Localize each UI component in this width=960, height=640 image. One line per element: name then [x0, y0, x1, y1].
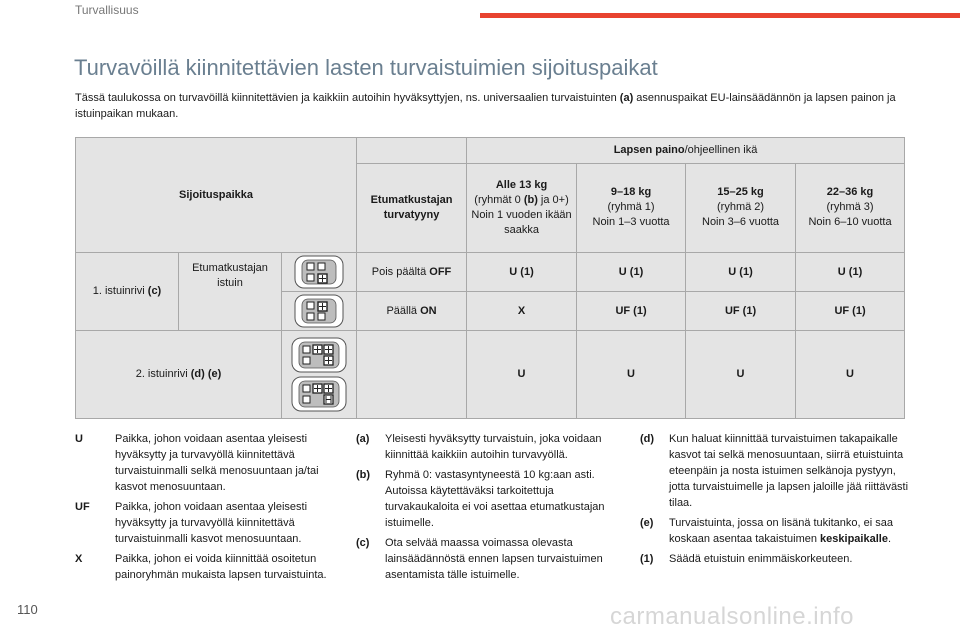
- group-header-0: Alle 13 kg (ryhmät 0 (b) ja 0+) Noin 1 vuoden ikään saakka: [467, 163, 577, 253]
- car-icon-rear-seats: [282, 331, 357, 419]
- car-icon-airbag-on: [282, 292, 357, 331]
- header-accent-bar: [480, 13, 960, 18]
- legend-item: (a) Yleisesti hyväksytty turvaistuin, joka voidaan kiinnittää kaikkiin autoihin turvavyöllä.: [356, 433, 602, 461]
- intro-ref: (a): [619, 92, 634, 104]
- legend-item: (1) Säädä etuistuin enimmäiskorkeuteen.: [640, 553, 853, 565]
- group-header-1: 9–18 kg (ryhmä 1) Noin 1–3 vuotta: [577, 163, 686, 253]
- cell-off-1: U (1): [577, 253, 686, 292]
- cell-row2-1: U: [577, 331, 686, 419]
- row1-seat-name: Etumatkustajan istuin: [179, 253, 282, 331]
- legend-item: (b) Ryhmä 0: vastasyntyneestä 10 kg:aan asti. Autoissa käytettäväksi tarkoitettuja turvakaukaloita ei voi asettaa etumatkustajan istuimelle.: [356, 469, 605, 529]
- cell-off-2: U (1): [686, 253, 796, 292]
- row2-blank-cell: [357, 331, 467, 419]
- cell-off-0: U (1): [467, 253, 577, 292]
- blank-header-cell: [357, 138, 467, 164]
- row2-label: 2. istuinrivi (d) (e): [76, 331, 282, 419]
- airbag-off-label: Pois päältä OFF: [357, 253, 467, 292]
- cell-row2-2: U: [686, 331, 796, 419]
- legend-item: X Paikka, johon ei voida kiinnittää osoitetun painoryhmän mukaista lapsen turvaistuinta.: [75, 553, 327, 581]
- cell-on-2: UF (1): [686, 292, 796, 331]
- legend-column-1: [75, 431, 345, 587]
- section-header: Turvallisuus: [75, 3, 139, 17]
- car-icon-airbag-off: [282, 253, 357, 292]
- legend-item: UF Paikka, johon voidaan asentaa yleisesti hyväksytty ja turvavyöllä kiinnitettävä turvaistuinmalli kasvot menosuuntaan.: [75, 501, 308, 545]
- position-header: Sijoituspaikka: [76, 138, 357, 253]
- cell-row2-0: U: [467, 331, 577, 419]
- cell-on-1: UF (1): [577, 292, 686, 331]
- intro-text-1: Tässä taulukossa on turvavöillä kiinnitettävien ja kaikkiin autoihin hyväksyttyjen, ns. universaalien turvaistuinten: [75, 92, 620, 104]
- legend-item: U Paikka, johon voidaan asentaa yleisesti hyväksytty ja turvavyöllä kiinnitettävä turvaistuinmalli selkä menosuuntaan ja/tai kasvot menosuuntaan.: [75, 433, 319, 493]
- intro-paragraph: [75, 90, 905, 122]
- legend-column-2: [356, 431, 626, 587]
- cell-row2-3: U: [796, 331, 905, 419]
- page-title: Turvavöillä kiinnitettävien lasten turvaistuimien sijoituspaikat: [74, 55, 658, 80]
- airbag-header: Etumatkustajan turvatyyny: [357, 163, 467, 253]
- cell-on-3: UF (1): [796, 292, 905, 331]
- cell-on-0: X: [467, 292, 577, 331]
- row1-label: 1. istuinrivi (c): [76, 253, 179, 331]
- legend-item: (d) Kun haluat kiinnittää turvaistuimen takapaikalle kasvot tai selkä menosuuntaan, siirrä etuistuinta eteenpäin ja nosta istuimen selkänoja pystyyn, jotta turvaistuimelle ja lapsen jaloille jää riittävästi tilaa.: [640, 433, 909, 509]
- weight-header: Lapsen paino/ohjeellinen ikä: [467, 138, 905, 164]
- legend-item: (e) Turvaistuinta, jossa on lisänä tukitanko, ei saa koskaan asentaa takaistuimen keskipaikalle.: [640, 517, 893, 545]
- intro-text-2: asennuspaikat EU-lainsäädännön ja lapsen painon ja istuinpaikan mukaan.: [75, 92, 896, 120]
- seating-table: [75, 137, 905, 419]
- page-number: 110: [17, 602, 38, 617]
- legend-item: (c) Ota selvää maassa voimassa olevasta lainsäädännöstä ennen lapsen turvaistuimen asentamista tälle istuimelle.: [356, 537, 603, 581]
- cell-off-3: U (1): [796, 253, 905, 292]
- group-header-3: 22–36 kg (ryhmä 3) Noin 6–10 vuotta: [796, 163, 905, 253]
- legend-column-3: [640, 431, 910, 571]
- group-header-2: 15–25 kg (ryhmä 2) Noin 3–6 vuotta: [686, 163, 796, 253]
- airbag-on-label: Päällä ON: [357, 292, 467, 331]
- watermark: carmanualsonline.info: [610, 603, 854, 630]
